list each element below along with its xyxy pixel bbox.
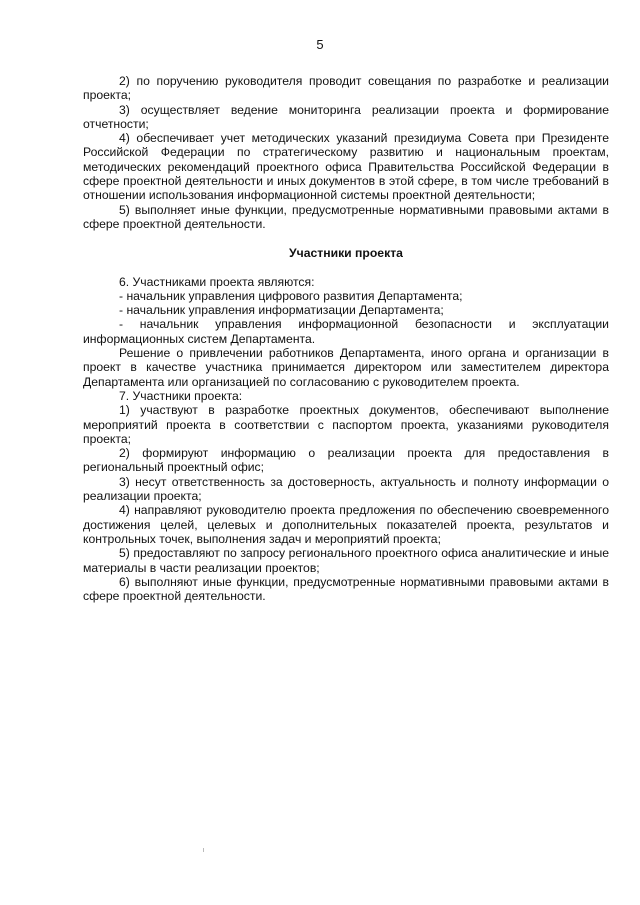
paragraph: Решение о привлечении работников Департамента, иного органа и организации в проект в качестве участника принимается директором или заместителем директора Департамента или организацией по согласованию с руководителем проекта. bbox=[83, 346, 609, 389]
paragraph: 3) осуществляет ведение мониторинга реализации проекта и формирование отчетности; bbox=[83, 102, 609, 131]
paragraph: 7. Участники проекта: bbox=[119, 388, 243, 403]
paragraph: 2) по поручению руководителя проводит совещания по разработке и реализации проекта; bbox=[83, 74, 609, 103]
paragraph: 6. Участниками проекта являются: bbox=[119, 274, 315, 289]
paragraph: 4) обеспечивает учет методических указаний президиума Совета при Президенте Российской Федерации по стратегическому развитию и национальным проектам, методических рекомендаций проектного офиса Правительства Российской Федерации в сфере проектной деятельности и иных документов в этой сфере, в том числе требований в отношении использования информационной системы проектной деятельности; bbox=[83, 131, 609, 203]
section-title: Участники проекта bbox=[289, 246, 403, 261]
paragraph: 5) предоставляют по запросу регионального проектного офиса аналитические и иные материалы в части реализации проектов; bbox=[83, 546, 609, 575]
paragraph: 2) формируют информацию о реализации проекта для предоставления в региональный проектный офис; bbox=[83, 446, 609, 475]
paragraph: 6) выполняют иные функции, предусмотренные нормативными правовыми актами в сфере проектной деятельности. bbox=[83, 574, 609, 604]
paragraph: 1) участвуют в разработке проектных документов, обеспечивают выполнение мероприятий проекта в соответствии с паспортом проекта, указаниями руководителя проекта; bbox=[83, 403, 609, 446]
responsibilities-list bbox=[83, 74, 609, 231]
list-item: - начальник управления информатизации Департамента; bbox=[119, 303, 444, 318]
participants-section bbox=[83, 275, 609, 604]
paragraph: 3) несут ответственность за достоверность, актуальность и полноту информации о реализации проекта; bbox=[83, 474, 609, 504]
document-body bbox=[83, 74, 609, 603]
list-item: - начальник управления информационной безопасности и эксплуатации информационных систем Департамента. bbox=[83, 317, 609, 346]
paragraph: 5) выполняет иные функции, предусмотренные нормативными правовыми актами в сфере проектной деятельности. bbox=[83, 202, 609, 231]
scan-artifact bbox=[203, 848, 204, 852]
page-number: 5 bbox=[316, 37, 324, 52]
list-item: - начальник управления цифрового развития Департамента; bbox=[119, 288, 463, 303]
paragraph: 4) направляют руководителю проекта предложения по обеспечению своевременного достижения целей, целевых и дополнительных показателей проекта, результатов и контрольных точек, выполнения задач и мероприятий проекта; bbox=[83, 503, 609, 546]
